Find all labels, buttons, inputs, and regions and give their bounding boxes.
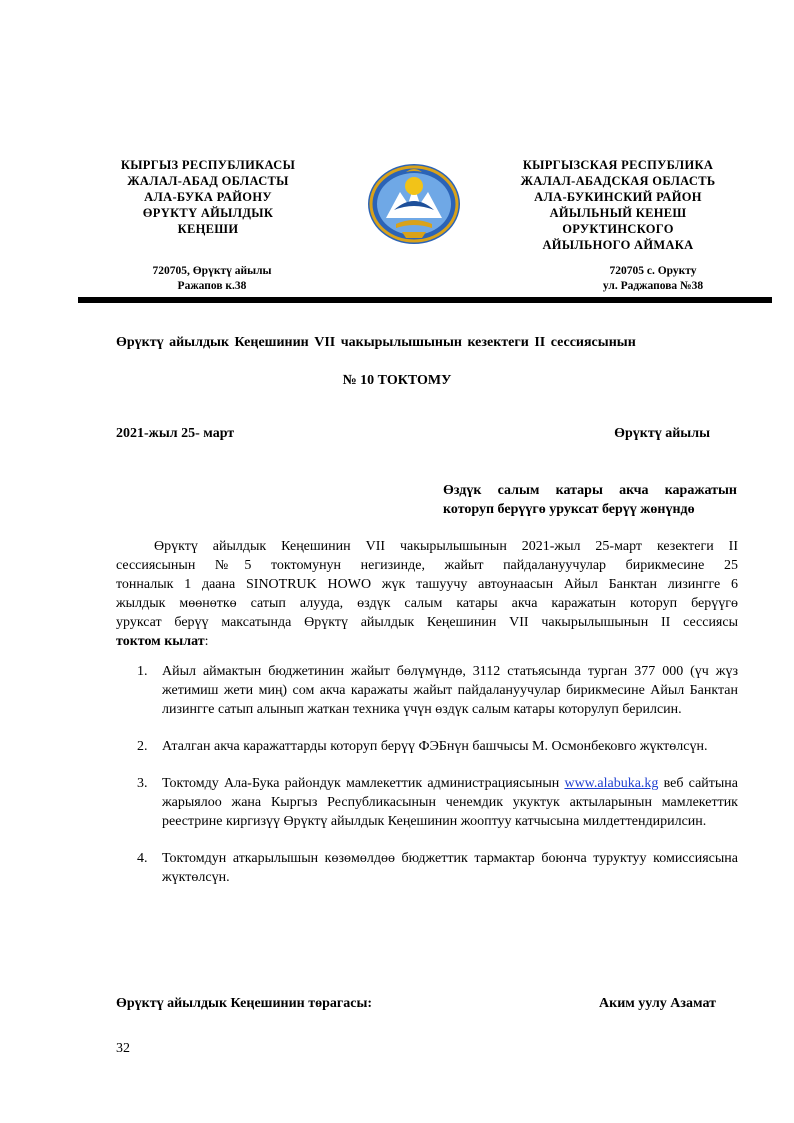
- signature-name: Аким уулу Азамат: [599, 996, 716, 1011]
- list-item-number: 1.: [137, 664, 148, 679]
- list-item-text: Токтомдун аткарылышын көзөмөлдөө бюджеттик тармактар боюнча туруктуу комиссиясына жүктөлсүн.: [162, 851, 738, 885]
- header-right-russian: [494, 157, 742, 253]
- header-left-line: ЖАЛАЛ-АБАД ОБЛАСТЫ: [127, 174, 289, 188]
- list-item-text: Аталган акча каражаттарды которуп берүү ФЭБнүн башчысы М. Осмонбековго жүктөлсүн.: [162, 739, 708, 754]
- decree-number: № 10 ТОКТОМУ: [342, 373, 452, 388]
- list-item-number: 2.: [137, 739, 148, 754]
- decree-place: Өрүктү айылы: [614, 426, 710, 441]
- header-right-line: АЙЫЛЬНОГО АЙМАКА: [542, 238, 694, 252]
- intro-line: жылдык мөөнөткө сатып алууда, өздүк салым катары акча каражатын которуп берүүгө: [116, 596, 738, 611]
- list-item: [116, 737, 738, 756]
- list-item: [116, 849, 738, 887]
- header-left-line: КЫРГЫЗ РЕСПУБЛИКАСЫ: [120, 158, 296, 172]
- signature-title: Өрүктү айылдык Кеңешинин төрагасы:: [116, 996, 373, 1011]
- header-divider: [78, 297, 772, 303]
- intro-line: уруксат берүү максатында Өрүктү айылдык Кеңешинин VII чакырылышынын II сессиясы: [116, 615, 738, 630]
- decree-subject: [443, 481, 737, 519]
- header-left-line: АЛА-БУКА РАЙОНУ: [144, 190, 272, 204]
- intro-line: сессиясынын №5 токтомунун негизинде, жайыт пайдалануучулар бирикмесине 25: [116, 558, 738, 573]
- alabuka-website-link[interactable]: www.alabuka.kg: [564, 776, 659, 791]
- subject-line: Өздүк салым катары акча каражатын: [443, 483, 737, 498]
- list-item-text: Токтомду Ала-Бука райондук мамлекеттик администрациясынын: [162, 776, 565, 791]
- page-number: 32: [116, 1041, 130, 1056]
- header-right-line: ОРУКТИНСКОГО: [562, 222, 674, 236]
- header-right-line: АЛА-БУКИНСКИЙ РАЙОН: [534, 190, 702, 204]
- header-left-kyrgyz: [92, 157, 324, 237]
- state-emblem-icon: [366, 162, 462, 246]
- header-left-line: КЕҢЕШИ: [177, 222, 239, 236]
- header-right-line: АЙЫЛЬНЫЙ КЕНЕШ: [549, 206, 687, 220]
- subject-line: которуп берүүгө уруксат берүү жөнүндө: [443, 502, 695, 517]
- decree-items-list: [116, 662, 738, 905]
- list-item-number: 3.: [137, 776, 148, 791]
- header-left-line: ӨРҮКТҮ АЙЫЛДЫК: [142, 206, 274, 220]
- address-right-line1: 720705 с. Орукту: [609, 265, 697, 277]
- address-right-line2: ул. Раджапова №38: [602, 280, 704, 292]
- decree-date: 2021-жыл 25- март: [116, 426, 235, 441]
- address-left: [112, 264, 312, 294]
- intro-colon: :: [204, 634, 209, 649]
- header-right-line: КЫРГЫЗСКАЯ РЕСПУБЛИКА: [522, 158, 714, 172]
- list-item-text: веб сайтына жарыялоо жана Кыргыз Республикасынын ченемдик укуктук актыларынын мамлекеттик реестрине киргизүү Өрүктү айылдык Кеңешинин жооптуу катчысына милдеттендирилсин.: [162, 776, 739, 829]
- intro-line: Өрүктү айылдык Кеңешинин VII чакырылышынын 2021-жыл 25-март кезектеги II: [154, 539, 738, 554]
- intro-line-last: [116, 632, 738, 651]
- address-left-line1: 720705, Өрүктү айылы: [152, 265, 272, 277]
- list-item-text: Айыл аймактын бюджетинин жайыт бөлүмүндө, 3112 статьясында турган 377 000 (үч жүз жетимиш жети миң) сом акча каражаты жайыт пайдалануучулар бирикмесине Айыл Банктан лизингге сатып алынып жаткан техника үчүн өздүк салым катары которулуп берилсин.: [162, 664, 738, 717]
- address-right: [560, 264, 746, 294]
- address-left-line2: Ражапов к.38: [177, 280, 247, 292]
- intro-line: тонналык 1 даана SINOTRUK HOWO жүк ташуучу автоунаасын Айыл Банктан лизингге 6: [116, 577, 738, 592]
- list-item-number: 4.: [137, 851, 148, 866]
- list-item: [116, 774, 738, 831]
- intro-resolves: токтом кылат: [116, 634, 205, 649]
- session-title: Өрүктү айылдык Кеңешинин VII чакырылышынын кезектеги II сессиясынын: [116, 335, 636, 350]
- intro-paragraph: [116, 537, 738, 651]
- list-item: [116, 662, 738, 719]
- header-right-line: ЖАЛАЛ-АБАДСКАЯ ОБЛАСТЬ: [520, 174, 716, 188]
